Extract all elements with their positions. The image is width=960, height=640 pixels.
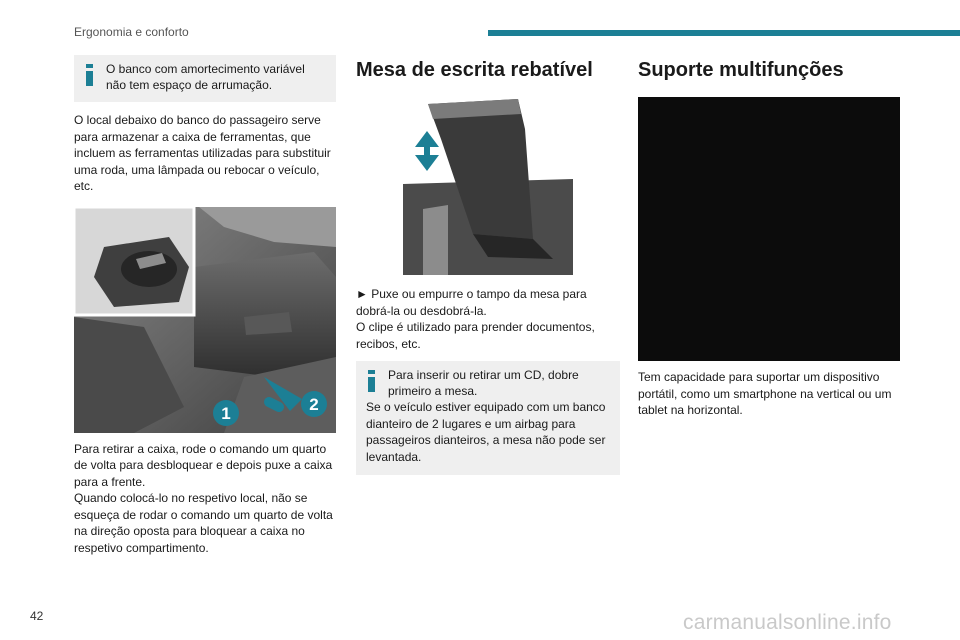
multifunction-holder-title: Suporte multifunções <box>638 59 844 81</box>
info-note <box>74 55 336 102</box>
watermark: carmanualsonline.info <box>683 611 892 634</box>
page-number: 42 <box>30 609 44 623</box>
multifunction-holder-paragraph: Tem capacidade para suportar um dispositivo portátil, como um smartphone na vertical ou um tablet na horizontal. <box>638 370 892 417</box>
info-note-text: O banco com amortecimento variável não tem espaço de arrumação. <box>106 62 305 92</box>
multifunction-holder-image <box>638 97 900 361</box>
header-accent-rule <box>488 30 960 36</box>
clip-paragraph: O clipe é utilizado para prender documentos, recibos, etc. <box>356 320 595 351</box>
column-multifunction-holder <box>638 55 900 419</box>
toolbox-location-paragraph: O local debaixo do banco do passageiro serve para armazenar a caixa de ferramentas, que incluem as ferramentas utilizadas para substituir uma roda, uma lâmpada ou rebocar o veículo, etc. <box>74 113 331 193</box>
toolbox-illustration <box>74 207 336 433</box>
info-icon <box>86 64 94 86</box>
callout-2: 2 <box>309 394 319 414</box>
airbag-note-text: Se o veículo estiver equipado com um banco dianteiro de 2 lugares e um airbag para passageiros dianteiros, a mesa não pode ser levantada. <box>366 400 606 464</box>
remove-toolbox-paragraph: Para retirar a caixa, rode o comando um quarto de volta para desbloquear e depois puxe a caixa para a frente. <box>74 441 333 489</box>
column-folding-table <box>356 55 620 475</box>
folding-table-illustration <box>403 99 573 275</box>
callout-1: 1 <box>221 403 231 423</box>
info-note <box>356 361 620 475</box>
folding-table-instruction: ► Puxe ou empurre o tampo da mesa para dobrá-la ou desdobrá-la. <box>356 287 587 318</box>
cd-note-text: Para inserir ou retirar um CD, dobre primeiro a mesa. <box>388 368 579 398</box>
refit-toolbox-paragraph: Quando colocá-lo no respetivo local, não se esqueça de rodar o comando um quarto de volta na direção oposta para bloquear a caixa no respetivo compartimento. <box>74 491 333 555</box>
column-toolbox <box>74 55 336 556</box>
folding-table-title: Mesa de escrita rebatível <box>356 59 593 81</box>
section-title: Ergonomia e conforto <box>74 25 189 39</box>
info-icon <box>368 370 376 392</box>
